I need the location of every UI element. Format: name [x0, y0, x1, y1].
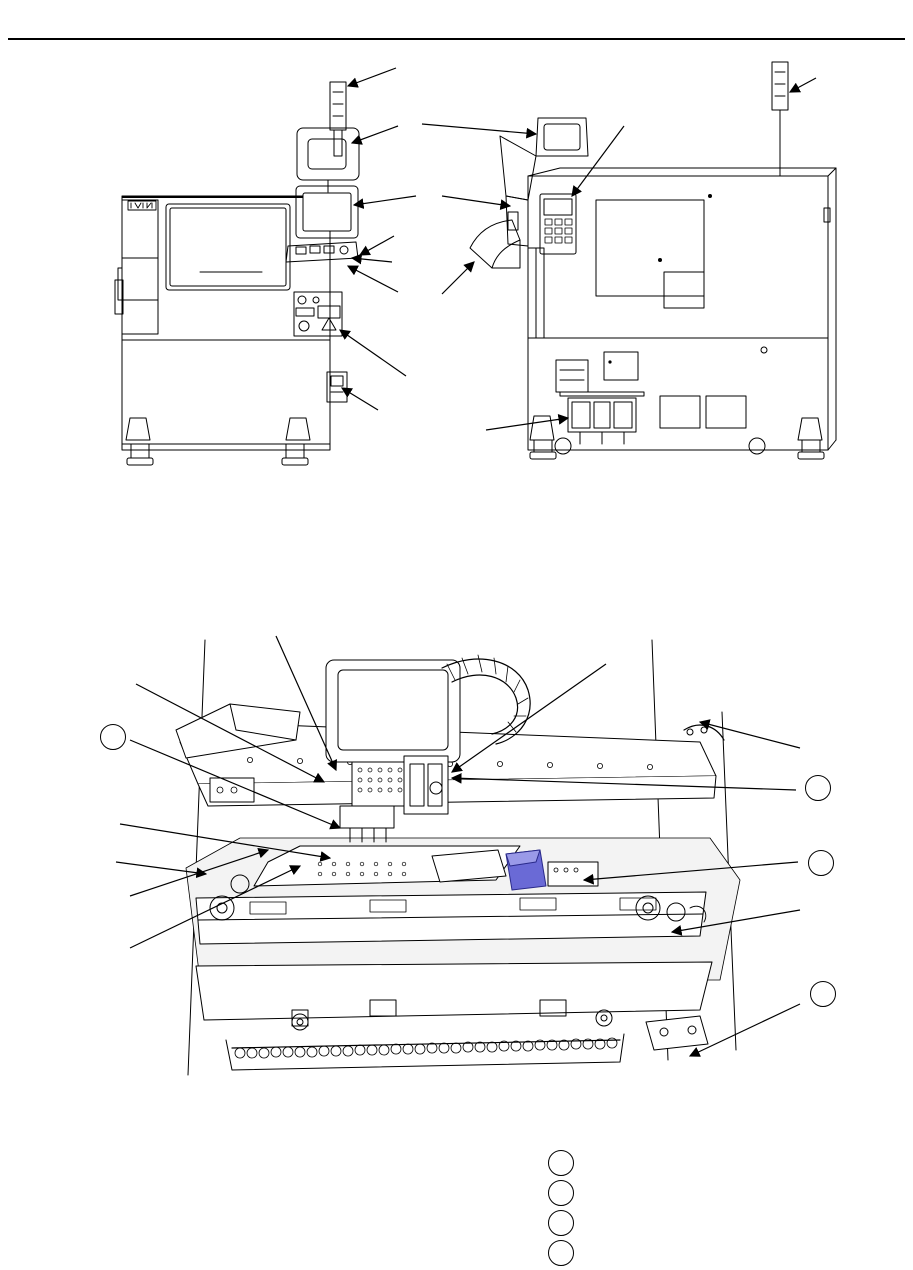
- legend-marker: [548, 1180, 574, 1206]
- header-rule: [8, 38, 905, 40]
- legend-row: [548, 1238, 888, 1268]
- legend-row: [548, 1148, 888, 1178]
- legend-marker: [548, 1240, 574, 1266]
- legend-marker: [548, 1150, 574, 1176]
- callout-marker-4: [810, 981, 836, 1007]
- callout-marker-3: [808, 850, 834, 876]
- callout-marker-1: [100, 724, 126, 750]
- legend-row: [548, 1208, 888, 1238]
- legend: [548, 1148, 888, 1268]
- legend-row: [548, 1178, 888, 1208]
- legend-marker: [548, 1210, 574, 1236]
- callout-marker-2: [805, 775, 831, 801]
